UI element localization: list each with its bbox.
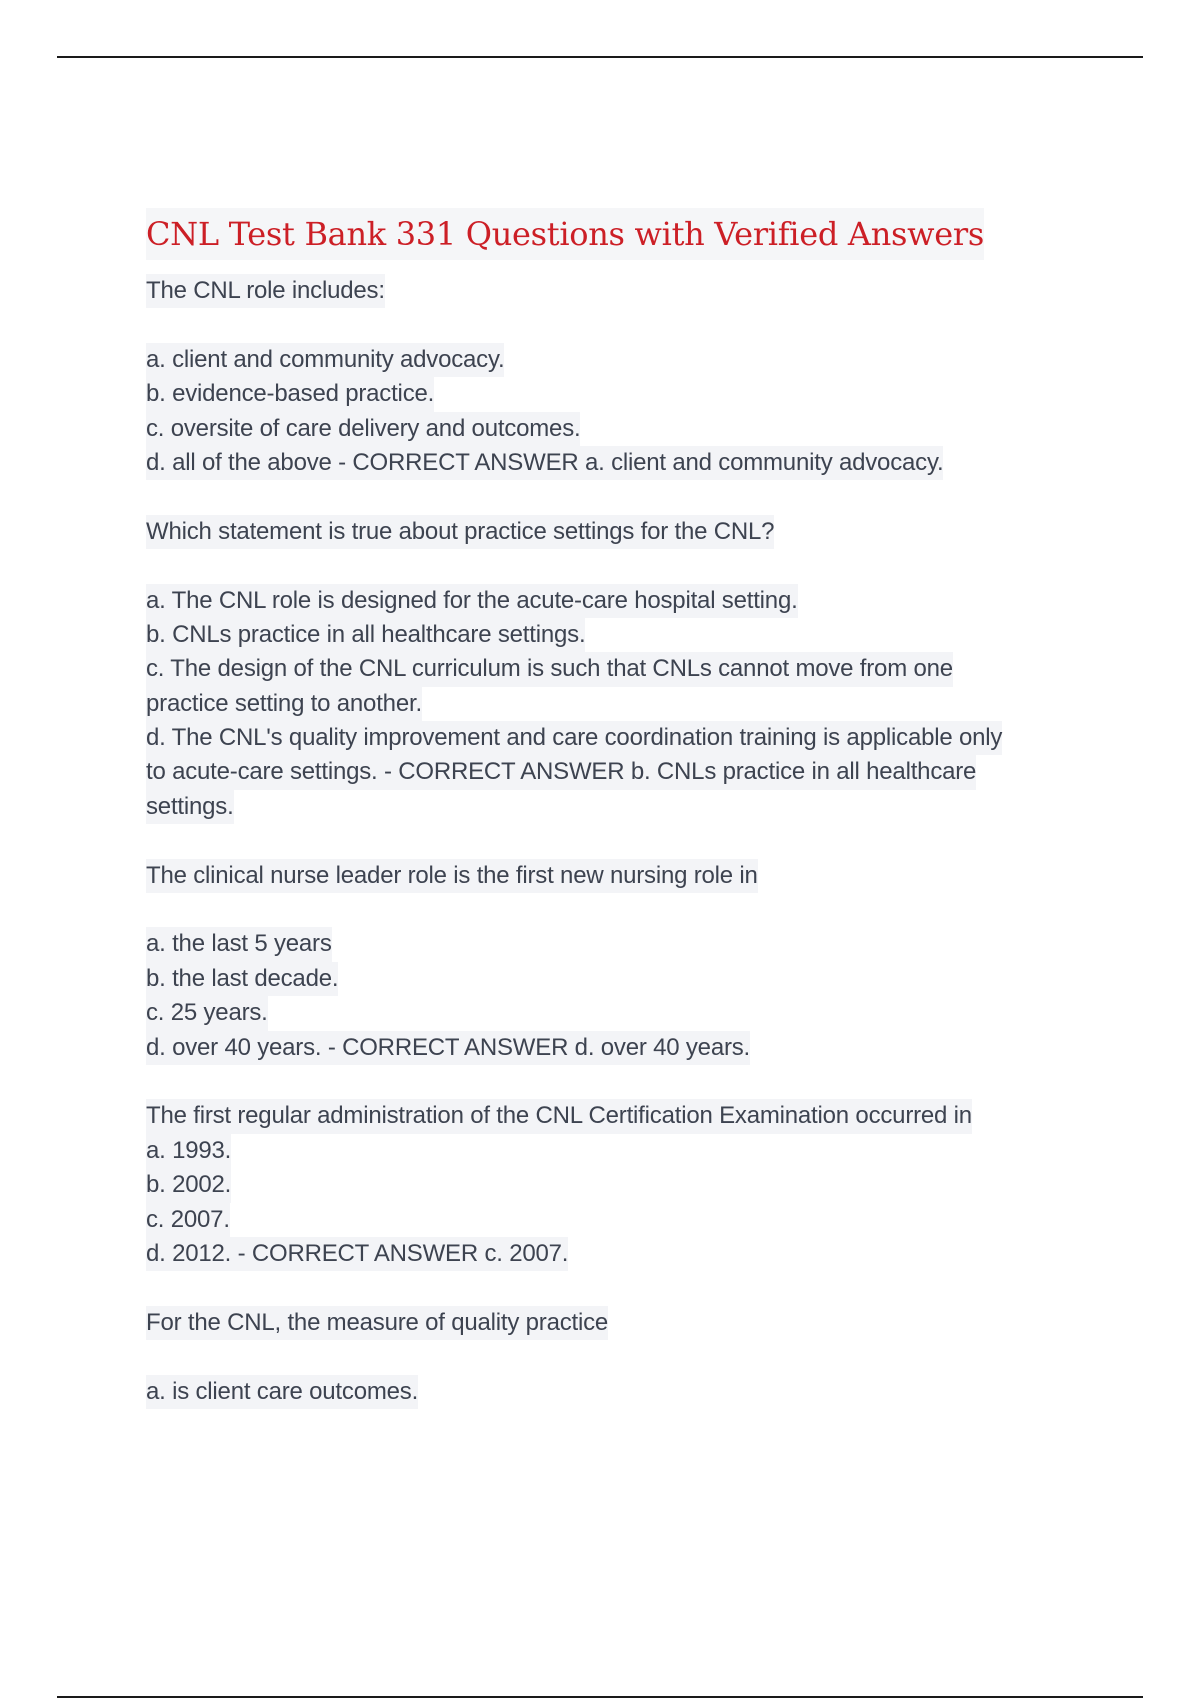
answer-option: d. all of the above - CORRECT ANSWER a. client and community advocacy. [146, 446, 943, 480]
answer-option: a. client and community advocacy. [146, 343, 504, 377]
question-block [146, 274, 1106, 515]
answer-option: b. CNLs practice in all healthcare settings. [146, 618, 585, 652]
question-block [146, 1099, 1106, 1305]
question-stem: The clinical nurse leader role is the first new nursing role in [146, 859, 758, 893]
answer-option: c. oversite of care delivery and outcomes. [146, 412, 580, 446]
answer-option: b. evidence-based practice. [146, 377, 434, 411]
question-stem: Which statement is true about practice settings for the CNL? [146, 515, 774, 549]
answer-option: settings. [146, 790, 234, 824]
answer-option: b. 2002. [146, 1168, 231, 1202]
document-body [146, 208, 1106, 1409]
question-stem: For the CNL, the measure of quality practice [146, 1306, 608, 1340]
answer-option: a. is client care outcomes. [146, 1375, 418, 1409]
question-stem: The CNL role includes: [146, 274, 385, 308]
answer-option: a. The CNL role is designed for the acute-care hospital setting. [146, 584, 798, 618]
answer-option: d. over 40 years. - CORRECT ANSWER d. over 40 years. [146, 1031, 750, 1065]
answer-option: c. 25 years. [146, 996, 268, 1030]
answer-option: a. 1993. [146, 1134, 231, 1168]
answer-option: c. The design of the CNL curriculum is such that CNLs cannot move from one [146, 652, 953, 686]
answer-option: d. The CNL's quality improvement and care coordination training is applicable only [146, 721, 1002, 755]
document-title: CNL Test Bank 331 Questions with Verified Answers [146, 208, 984, 260]
answer-option: to acute-care settings. - CORRECT ANSWER b. CNLs practice in all healthcare [146, 755, 976, 789]
question-block [146, 515, 1106, 859]
question-list [146, 274, 1106, 1409]
question-stem: The first regular administration of the CNL Certification Examination occurred in [146, 1099, 972, 1133]
answer-option: c. 2007. [146, 1203, 230, 1237]
header-rule [57, 56, 1143, 58]
answer-option: b. the last decade. [146, 962, 338, 996]
answer-option: d. 2012. - CORRECT ANSWER c. 2007. [146, 1237, 568, 1271]
footer-rule [57, 1696, 1143, 1698]
question-block [146, 859, 1106, 1100]
answer-option: practice setting to another. [146, 687, 422, 721]
answer-option: a. the last 5 years [146, 927, 332, 961]
question-block [146, 1306, 1106, 1409]
